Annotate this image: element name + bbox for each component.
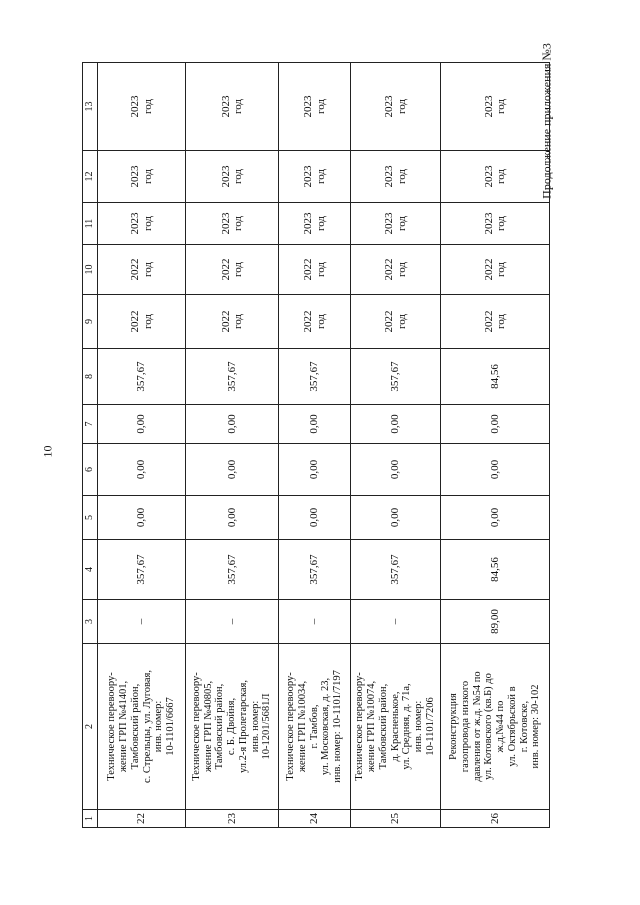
value-cell-c7: 0,00: [351, 405, 441, 444]
object-description-line: 10-1201/5681Л: [261, 693, 273, 760]
object-description-line: 10-1101/6667: [165, 697, 176, 756]
year-cell-c10: [98, 245, 186, 295]
value-cell-c6: 0,00: [441, 444, 550, 496]
value-cell-c5: 0,00: [186, 496, 279, 540]
value-cell-c3: –: [279, 600, 351, 644]
year-cell-c9-line: год: [232, 313, 244, 330]
year-cell-c9-line: год: [495, 313, 507, 330]
year-cell-c12: [186, 151, 279, 203]
object-description-line: Техническое перевоору-: [190, 672, 202, 781]
year-cell-c13-line: год: [314, 98, 327, 115]
object-description-line: ул.2-я Пролетарская,: [237, 679, 249, 774]
year-cell-c10-line: 2022: [219, 258, 232, 281]
value-cell-c5: 0,00: [98, 496, 186, 540]
year-cell-c12-line: 2023: [383, 165, 396, 188]
table-container: [82, 63, 542, 828]
year-cell-c11: [186, 203, 279, 245]
year-cell-c12: [441, 151, 550, 203]
year-cell-c10: [186, 245, 279, 295]
object-description-line: Техническое перевоору-: [285, 672, 297, 781]
column-number-9: 9: [83, 295, 98, 349]
value-cell-c7: 0,00: [279, 405, 351, 444]
object-description-line: жение ГРП №10074,: [366, 680, 378, 773]
year-cell-c10-line: 2022: [129, 258, 142, 281]
value-cell-c5: 0,00: [351, 496, 441, 540]
year-cell-c13-line: год: [395, 98, 408, 115]
year-cell-c10-line: год: [232, 261, 244, 278]
object-description-line: Тамбовский район,: [377, 683, 389, 770]
year-cell-c9: [98, 295, 186, 349]
year-cell-c10-line: год: [495, 261, 507, 278]
page-number: 10: [40, 445, 55, 458]
object-description-line: инв. номер:: [413, 700, 425, 753]
year-cell-c10-line: 2022: [383, 258, 396, 281]
year-cell-c9: [186, 295, 279, 349]
object-description: [279, 644, 351, 810]
year-cell-c13: [279, 63, 351, 151]
value-cell-c4: 357,67: [351, 540, 441, 600]
value-cell-c4: 84,56: [441, 540, 550, 600]
year-cell-c11-line: год: [232, 215, 244, 232]
year-cell-c12-line: год: [141, 168, 154, 185]
object-description-line: д. Красненькое,: [389, 691, 401, 762]
column-number-10: 10: [83, 245, 98, 295]
object-description-line: г. Котовске,: [518, 700, 530, 753]
year-cell-c10-line: 2022: [302, 258, 315, 281]
year-cell-c13-line: 2023: [129, 95, 142, 118]
table-row: [186, 63, 279, 828]
year-cell-c11-line: 2023: [482, 212, 495, 235]
year-cell-c11: [441, 203, 550, 245]
value-cell-c7: 0,00: [441, 405, 550, 444]
object-description-line: жение ГРП №10034,: [296, 680, 308, 773]
column-number-11: 11: [83, 203, 98, 245]
column-number-6: 6: [83, 444, 98, 496]
value-cell-c8: 357,67: [279, 349, 351, 405]
year-cell-c9-line: 2022: [383, 310, 396, 333]
year-cell-c9: [279, 295, 351, 349]
year-cell-c12-line: год: [495, 168, 507, 185]
value-cell-c6: 0,00: [351, 444, 441, 496]
object-description-line: г. Тамбов,: [308, 704, 320, 749]
year-cell-c13-line: год: [232, 98, 244, 115]
value-cell-c7: 0,00: [186, 405, 279, 444]
value-cell-c3: –: [98, 600, 186, 644]
table-row: [351, 63, 441, 828]
value-cell-c5: 0,00: [279, 496, 351, 540]
column-number-8: 8: [83, 349, 98, 405]
row-number: 25: [351, 810, 441, 828]
year-cell-c13-line: год: [495, 98, 507, 115]
appendix-table: [82, 62, 550, 828]
object-description-line: инв. номер: 30-102: [530, 684, 542, 769]
value-cell-c6: 0,00: [98, 444, 186, 496]
year-cell-c9-line: 2022: [219, 310, 232, 333]
row-number: 24: [279, 810, 351, 828]
year-cell-c9-line: год: [314, 313, 327, 330]
year-cell-c11-line: год: [395, 215, 408, 232]
appendix-caption-text: Продолжение приложения №3: [539, 43, 554, 199]
object-description-line: ул. Средняя, д. 71а,: [401, 683, 413, 770]
object-description-line: ж.д.№44 по: [495, 700, 506, 753]
year-cell-c12: [351, 151, 441, 203]
object-description: [98, 644, 186, 810]
year-cell-c12-line: 2023: [302, 165, 315, 188]
value-cell-c7: 0,00: [98, 405, 186, 444]
year-cell-c9-line: 2022: [129, 310, 142, 333]
year-cell-c10-line: год: [395, 261, 408, 278]
year-cell-c11: [351, 203, 441, 245]
object-description-line: давления от ж.д. №54 по: [471, 671, 483, 782]
column-number-7: 7: [83, 405, 98, 444]
year-cell-c11-line: 2023: [219, 212, 232, 235]
column-number-4: 4: [83, 540, 98, 600]
value-cell-c6: 0,00: [186, 444, 279, 496]
value-cell-c8: 357,67: [186, 349, 279, 405]
value-cell-c3: –: [351, 600, 441, 644]
year-cell-c9-line: 2022: [302, 310, 315, 333]
value-cell-c8: 84,56: [441, 349, 550, 405]
year-cell-c10-line: год: [314, 261, 327, 278]
value-cell-c8: 357,67: [98, 349, 186, 405]
table-row: [98, 63, 186, 828]
year-cell-c12-line: год: [232, 168, 244, 185]
year-cell-c12-line: 2023: [482, 165, 495, 188]
object-description-line: Реконструкция: [448, 693, 459, 760]
object-description-line: жение ГРП №41401,: [118, 680, 129, 773]
column-number-1: 1: [83, 810, 98, 828]
year-cell-c9: [351, 295, 441, 349]
year-cell-c13-line: 2023: [383, 95, 396, 118]
year-cell-c12: [279, 151, 351, 203]
column-number-12: 12: [83, 151, 98, 203]
object-description-line: с. Б. Двойня,: [226, 697, 238, 756]
object-description-line: инв. номер:: [249, 700, 261, 753]
object-description: [441, 644, 550, 810]
row-number: 22: [98, 810, 186, 828]
column-number-3: 3: [83, 600, 98, 644]
year-cell-c10-line: 2022: [482, 258, 495, 281]
year-cell-c11-line: год: [141, 215, 154, 232]
year-cell-c12-line: 2023: [219, 165, 232, 188]
object-description-line: Тамбовский район,: [129, 683, 141, 770]
object-description-line: 10-1101/7206: [424, 697, 436, 756]
row-number: 26: [441, 810, 550, 828]
year-cell-c11-line: год: [314, 215, 327, 232]
table-row: [441, 63, 550, 828]
value-cell-c3: –: [186, 600, 279, 644]
year-cell-c11-line: 2023: [129, 212, 142, 235]
year-cell-c12-line: год: [314, 168, 327, 185]
year-cell-c9-line: 2022: [482, 310, 495, 333]
year-cell-c13-line: 2023: [302, 95, 315, 118]
object-description: [351, 644, 441, 810]
year-cell-c11: [279, 203, 351, 245]
column-number-2: 2: [83, 644, 98, 810]
year-cell-c10: [351, 245, 441, 295]
value-cell-c8: 357,67: [351, 349, 441, 405]
value-cell-c4: 357,67: [98, 540, 186, 600]
year-cell-c11-line: 2023: [383, 212, 396, 235]
year-cell-c13-line: 2023: [482, 95, 495, 118]
object-description-line: газопровода низкого: [459, 680, 471, 773]
year-cell-c10-line: год: [141, 261, 154, 278]
value-cell-c4: 357,67: [186, 540, 279, 600]
object-description-line: инв. номер: 10-1101/7197: [332, 670, 344, 783]
object-description-line: жение ГРП №40805,: [202, 680, 214, 773]
object-description-line: Техническое перевоору-: [106, 672, 118, 781]
year-cell-c13: [441, 63, 550, 151]
year-cell-c11-line: 2023: [302, 212, 315, 235]
object-description-line: инв. номер:: [153, 700, 165, 753]
year-cell-c13: [98, 63, 186, 151]
year-cell-c13-line: год: [141, 98, 154, 115]
column-number-row: [83, 63, 98, 828]
year-cell-c9-line: год: [141, 313, 154, 330]
year-cell-c12-line: 2023: [129, 165, 142, 188]
year-cell-c11: [98, 203, 186, 245]
year-cell-c13: [351, 63, 441, 151]
column-number-5: 5: [83, 496, 98, 540]
year-cell-c9-line: год: [395, 313, 408, 330]
year-cell-c11-line: год: [495, 215, 507, 232]
object-description-line: ул. Октябрьской в: [506, 686, 518, 767]
object-description-line: Техническое перевоору-: [354, 672, 366, 781]
year-cell-c12-line: год: [395, 168, 408, 185]
object-description-line: Тамбовский район,: [214, 683, 226, 770]
year-cell-c13-line: 2023: [219, 95, 232, 118]
year-cell-c13: [186, 63, 279, 151]
object-description-line: ул. Котовского (кв.Б) до: [483, 673, 495, 780]
year-cell-c9: [441, 295, 550, 349]
object-description-line: ул. Московская, д. 23,: [320, 677, 332, 776]
row-number: 23: [186, 810, 279, 828]
object-description: [186, 644, 279, 810]
year-cell-c10: [279, 245, 351, 295]
value-cell-c6: 0,00: [279, 444, 351, 496]
column-number-13: 13: [83, 63, 98, 151]
table-row: [279, 63, 351, 828]
value-cell-c5: 0,00: [441, 496, 550, 540]
value-cell-c4: 357,67: [279, 540, 351, 600]
year-cell-c10: [441, 245, 550, 295]
year-cell-c12: [98, 151, 186, 203]
object-description-line: с. Стрельцы, ул. Луговая,: [141, 670, 153, 783]
value-cell-c3: 89,00: [441, 600, 550, 644]
